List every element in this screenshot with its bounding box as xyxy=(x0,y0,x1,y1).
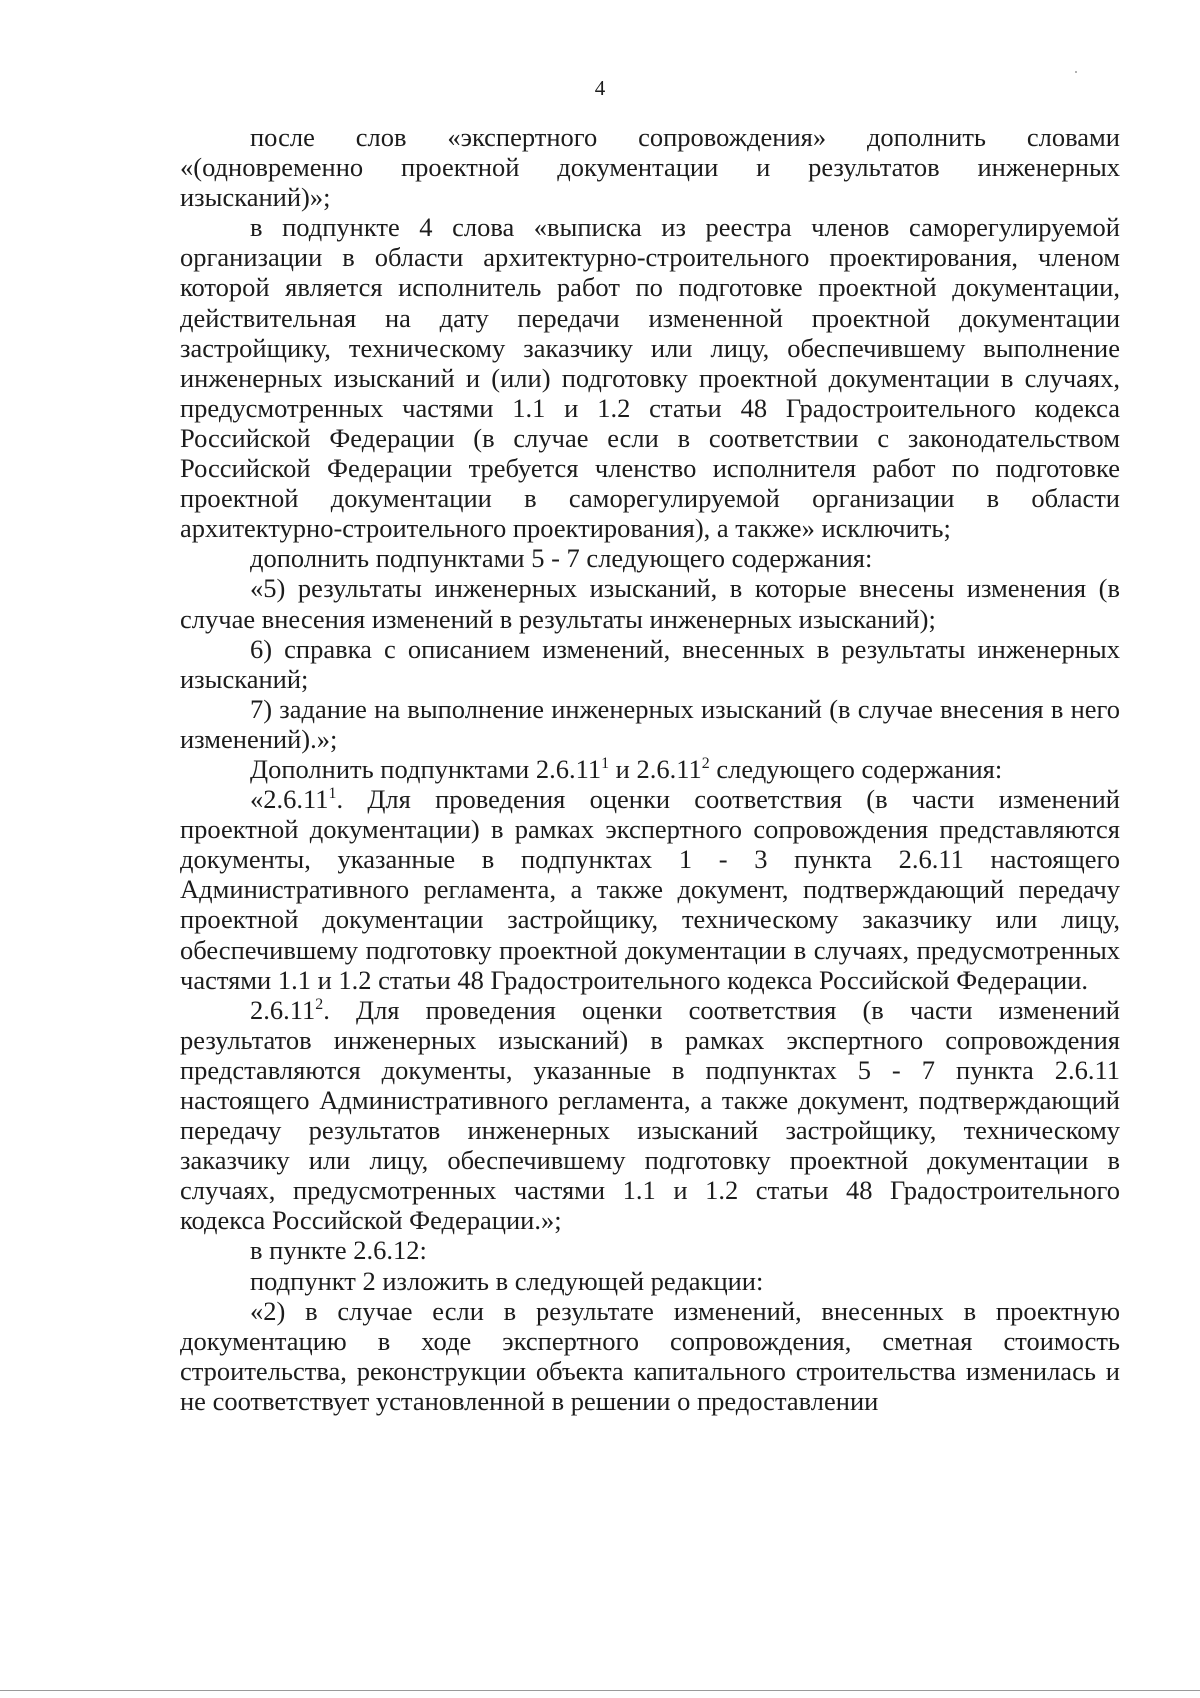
paragraph-supplement-intro xyxy=(180,754,1120,784)
item-number: «2.6.11 xyxy=(250,784,329,815)
paragraph-after-words: после слов «экспертного сопровождения» дополнить словами «(одновременно проектной документации и результатов инженерных изысканий)»; xyxy=(180,122,1120,213)
paragraph-subitem-2-text: «2) в случае если в результате изменений, внесенных в проектную документацию в ходе экспертного сопровождения, сметная стоимость строительства, реконструкции объекта капитального строительства изменилась и не соответствует установленной в решении о предоставлении xyxy=(180,1295,1120,1416)
paragraph-item-2-6-12: в пункте 2.6.12: xyxy=(250,1235,427,1266)
scan-speck xyxy=(1075,71,1077,73)
paragraph-item-2-6-11-2 xyxy=(180,995,1120,1236)
item-text: . Для проведения оценки соответствия (в части изменений проектной документации) в рамках экспертного сопровождения представляются документы, указанные в подпунктах 1 - 3 пункта 2.6.11 настоящего Административного регламента, а также документ, подтверждающий передачу проектной документации застройщику, техническому заказчику или лицу, обеспечившему подготовку проектной документации в случаях, предусмотренных частями 1.1 и 1.2 статьи 48 Градостроительного кодекса Российской Федерации. xyxy=(180,784,1120,995)
item-text: . Для проведения оценки соответствия (в части изменений результатов инженерных изысканий) в рамках экспертного сопровождения представляются документы, указанные в подпунктах 5 - 7 пункта 2.6.11 настоящего Административного регламента, а также документ, подтверждающий передачу результатов инженерных изысканий застройщику, техническому заказчику или лицу, обеспечившему подготовку проектной документации в случаях, предусмотренных частями 1.1 и 1.2 статьи 48 Градостроительного кодекса Российской Федерации.»; xyxy=(180,994,1120,1236)
superscript: 2 xyxy=(315,995,324,1013)
superscript: 1 xyxy=(328,785,337,803)
superscript: 1 xyxy=(601,755,610,773)
paragraph-subitem-4: в подпункте 4 слова «выписка из реестра членов саморегулируемой организации в области архитектурно-строительного проектирования, членом которой является исполнитель работ по подготовке проектной документации, действительная на дату передачи измененной проектной документации застройщику, техническому заказчику или лицу, обеспечившему выполнение инженерных изысканий и (или) подготовку проектной документации в случаях, предусмотренных частями 1.1 и 1.2 статьи 48 Градостроительного кодекса Российской Федерации (в случае если в соответствии с законодательством Российской Федерации требуется членство исполнителя работ по подготовке проектной документации в саморегулируемой организации в области архитектурно-строительного проектирования), а также» исключить; xyxy=(180,212,1120,544)
supplement-intro-middle: и 2.6.11 xyxy=(609,753,702,784)
paragraph-subitem-6: 6) справка с описанием изменений, внесенных в результаты инженерных изысканий; xyxy=(180,633,1120,694)
paragraph-subitem-7: 7) задание на выполнение инженерных изысканий (в случае внесения в него изменений).»; xyxy=(180,693,1120,754)
paragraph-item-2-6-11-1 xyxy=(180,784,1120,995)
item-number: 2.6.11 xyxy=(250,994,316,1025)
supplement-intro-after: следующего содержания: xyxy=(709,753,1003,784)
page-number: 4 xyxy=(594,76,606,100)
supplement-intro-before: Дополнить подпунктами 2.6.11 xyxy=(250,753,602,784)
paragraph-subitem-2-edit: подпункт 2 изложить в следующей редакции: xyxy=(250,1265,764,1296)
document-body xyxy=(180,122,1120,1416)
paragraph-subitem-5: «5) результаты инженерных изысканий, в которые внесены изменения (в случае внесения изменений в результаты инженерных изысканий); xyxy=(180,573,1120,634)
bottom-divider xyxy=(0,1690,1200,1691)
superscript: 2 xyxy=(701,755,710,773)
paragraph-add-subitems: дополнить подпунктами 5 - 7 следующего содержания: xyxy=(250,543,873,574)
